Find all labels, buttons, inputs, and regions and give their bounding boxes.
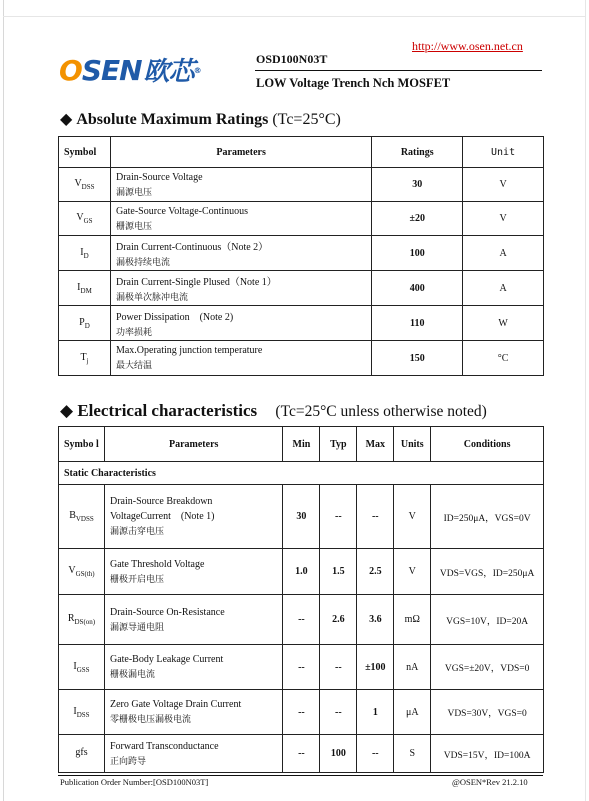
- typ-cell: --: [320, 690, 357, 735]
- symbol-cell: [59, 236, 111, 271]
- symbol-cell: [59, 271, 111, 306]
- symbol-subscript: GSS: [76, 665, 90, 674]
- parameter-en: Forward Transconductance: [109, 740, 219, 752]
- parameter-cn: 最大结温: [115, 361, 152, 371]
- symbol-text: V: [68, 565, 76, 576]
- conditions-cell: VGS=±20V，VDS=0: [431, 645, 544, 690]
- units-cell: nA: [394, 645, 431, 690]
- typ-cell: --: [320, 645, 357, 690]
- unit-cell: V: [463, 168, 544, 202]
- parameter-en: Drain-Source On-Resistance: [109, 606, 225, 618]
- parameter-cell: [110, 168, 371, 202]
- units-cell: S: [394, 735, 431, 773]
- footer-divider: [58, 775, 543, 776]
- symbol-cell: [59, 549, 105, 595]
- page-edge-left: [3, 0, 4, 801]
- parameter-en: Power Dissipation (Note 2): [115, 312, 234, 323]
- page-edge-top: [3, 16, 586, 17]
- symbol-subscript: j: [86, 356, 89, 365]
- col-header-parameters: Parameters: [110, 137, 371, 168]
- rating-cell: 400: [372, 271, 463, 306]
- parameter-cn: 漏极单次脉冲电流: [115, 293, 188, 303]
- col-header-typ: Typ: [320, 427, 357, 462]
- col-header-symbol: Symbo l: [59, 427, 105, 462]
- col-header-parameters: Parameters: [104, 427, 282, 462]
- parameter-cell: [104, 595, 282, 645]
- col-header-max: Max: [357, 427, 394, 462]
- units-cell: μA: [394, 690, 431, 735]
- min-cell: --: [283, 690, 320, 735]
- section-title-absolute-max: ◆ Absolute Maximum Ratings (Tc=25°C): [60, 111, 341, 128]
- symbol-text: I: [73, 705, 77, 717]
- parameter-cell: [104, 485, 282, 549]
- max-cell: ±100: [357, 645, 394, 690]
- typ-cell: 1.5: [320, 549, 357, 595]
- revision: @OSEN*Rev 21.2.10: [452, 777, 528, 787]
- table-row: [59, 735, 544, 773]
- table-row: [59, 236, 544, 271]
- parameter-cell: [110, 306, 371, 341]
- symbol-text: R: [67, 613, 75, 624]
- symbol-text: P: [79, 316, 85, 328]
- table-row: [59, 645, 544, 690]
- typ-cell: 100: [320, 735, 357, 773]
- symbol-cell: [59, 168, 111, 202]
- min-cell: --: [283, 735, 320, 773]
- symbol-cell: [59, 202, 111, 236]
- parameter-cn: 漏源导通电阻: [109, 622, 164, 633]
- rating-cell: 30: [372, 168, 463, 202]
- min-cell: --: [283, 595, 320, 645]
- header-divider: [255, 70, 542, 71]
- parameter-cell: [110, 271, 371, 306]
- symbol-cell: [59, 690, 105, 735]
- publication-order-number: Publication Order Number:[OSD100N03T]: [60, 777, 209, 787]
- conditions-cell: VDS=30V，VGS=0: [431, 690, 544, 735]
- parameter-en: Zero Gate Voltage Drain Current: [109, 699, 242, 710]
- max-cell: --: [357, 735, 394, 773]
- units-cell: V: [394, 485, 431, 549]
- symbol-subscript: D: [83, 251, 89, 260]
- min-cell: --: [283, 645, 320, 690]
- rating-cell: 100: [372, 236, 463, 271]
- symbol-text: B: [69, 510, 76, 521]
- max-cell: 1: [357, 690, 394, 735]
- units-cell: V: [394, 549, 431, 595]
- table-row: [59, 341, 544, 376]
- typ-cell: --: [320, 485, 357, 549]
- parameter-cn: 漏源击穿电压: [109, 527, 164, 537]
- bullet-icon: ◆: [60, 111, 73, 128]
- document-subtitle: LOW Voltage Trench Nch MOSFET: [256, 76, 451, 90]
- col-header-unit: Unit: [463, 137, 544, 168]
- group-static-characteristics: Static Characteristics: [59, 462, 544, 485]
- parameter-en: Drain Current-Continuous（Note 2）: [115, 242, 269, 253]
- table-row: [59, 549, 544, 595]
- symbol-text: V: [76, 212, 84, 223]
- parameter-en: Max.Operating junction temperature: [115, 345, 263, 356]
- symbol-subscript: DSS: [81, 183, 95, 191]
- col-header-units: Units: [394, 427, 431, 462]
- parameter-cell: [110, 236, 371, 271]
- symbol-subscript: DSS: [76, 710, 90, 719]
- symbol-cell: [59, 595, 105, 645]
- section-title-electrical: ◆ Electrical characteristics (Tc=25°C unless otherwise noted): [60, 401, 487, 420]
- min-cell: 1.0: [283, 549, 320, 595]
- electrical-characteristics-table: [58, 426, 544, 773]
- parameter-cell: [110, 202, 371, 236]
- min-cell: 30: [283, 485, 320, 549]
- symbol-cell: [59, 645, 105, 690]
- symbol-cell: [59, 341, 111, 376]
- rating-cell: 150: [372, 341, 463, 376]
- max-cell: 2.5: [357, 549, 394, 595]
- col-header-ratings: Ratings: [372, 137, 463, 168]
- symbol-cell: [59, 485, 105, 549]
- rating-cell: ±20: [372, 202, 463, 236]
- symbol-text: T: [80, 351, 87, 363]
- conditions-cell: ID=250μA，VGS=0V: [431, 485, 544, 549]
- parameter-cn: 漏源电压: [115, 187, 152, 198]
- unit-cell: A: [463, 271, 544, 306]
- rating-cell: 110: [372, 306, 463, 341]
- col-header-min: Min: [283, 427, 320, 462]
- table-row: [59, 168, 544, 202]
- units-cell: mΩ: [394, 595, 431, 645]
- parameter-en: Gate Threshold Voltage: [109, 558, 205, 570]
- parameter-cn: 栅源电压: [115, 221, 152, 232]
- table-row: [59, 595, 544, 645]
- symbol-text: I: [80, 246, 84, 258]
- symbol-text: V: [74, 178, 82, 189]
- parameter-en: Drain-Source Breakdown: [109, 496, 213, 507]
- symbol-subscript: GS(th): [75, 570, 95, 578]
- parameter-cn: 栅极漏电流: [109, 670, 155, 680]
- bullet-icon: ◆: [60, 401, 74, 420]
- unit-cell: W: [463, 306, 544, 341]
- parameter-cn: 功率损耗: [115, 328, 152, 338]
- parameter-en: Gate-Source Voltage-Continuous: [115, 205, 249, 217]
- parameter-cn: 零栅极电压漏极电流: [109, 715, 191, 725]
- parameter-cell: [110, 341, 371, 376]
- symbol-text: I: [73, 660, 77, 672]
- symbol-text: gfs: [75, 747, 88, 758]
- conditions-cell: VGS=10V，ID=20A: [431, 595, 544, 645]
- symbol-subscript: VDSS: [75, 515, 94, 523]
- unit-cell: V: [463, 202, 544, 236]
- page-edge-right: [585, 0, 586, 801]
- unit-cell: A: [463, 236, 544, 271]
- table-row: [59, 690, 544, 735]
- typ-cell: 2.6: [320, 595, 357, 645]
- col-header-symbol: Symbol: [59, 137, 111, 168]
- part-number: OSD100N03T: [256, 52, 328, 66]
- parameter-en-2: VoltageCurrent (Note 1): [109, 511, 215, 522]
- symbol-subscript: DM: [80, 286, 92, 295]
- parameter-cn: 正向跨导: [109, 756, 146, 767]
- symbol-text: I: [77, 281, 81, 293]
- parameter-cell: [104, 735, 282, 773]
- parameter-cn: 漏极持续电流: [115, 258, 170, 268]
- table-row: [59, 306, 544, 341]
- website-link[interactable]: http://www.osen.net.cn: [412, 39, 523, 53]
- conditions-cell: VDS=15V，ID=100A: [431, 735, 544, 773]
- parameter-en: Gate-Body Leakage Current: [109, 654, 224, 665]
- parameter-en: Drain Current-Single Plused（Note 1）: [115, 277, 277, 288]
- unit-cell: °C: [463, 341, 544, 376]
- parameter-cell: [104, 645, 282, 690]
- parameter-cn: 栅极开启电压: [109, 574, 164, 585]
- max-cell: --: [357, 485, 394, 549]
- absolute-max-ratings-table: [58, 136, 544, 376]
- symbol-subscript: DS(on): [74, 618, 96, 626]
- osen-logo: OSEN欧芯®: [59, 54, 201, 87]
- table-row: [59, 485, 544, 549]
- symbol-cell: [59, 735, 105, 773]
- max-cell: 3.6: [357, 595, 394, 645]
- conditions-cell: VDS=VGS，ID=250μA: [431, 549, 544, 595]
- symbol-subscript: GS: [83, 217, 93, 225]
- parameter-cell: [104, 690, 282, 735]
- col-header-conditions: Conditions: [431, 427, 544, 462]
- symbol-cell: [59, 306, 111, 341]
- symbol-subscript: D: [84, 321, 90, 330]
- table-row: [59, 271, 544, 306]
- parameter-en: Drain-Source Voltage: [115, 171, 203, 183]
- table-row: [59, 202, 544, 236]
- parameter-cell: [104, 549, 282, 595]
